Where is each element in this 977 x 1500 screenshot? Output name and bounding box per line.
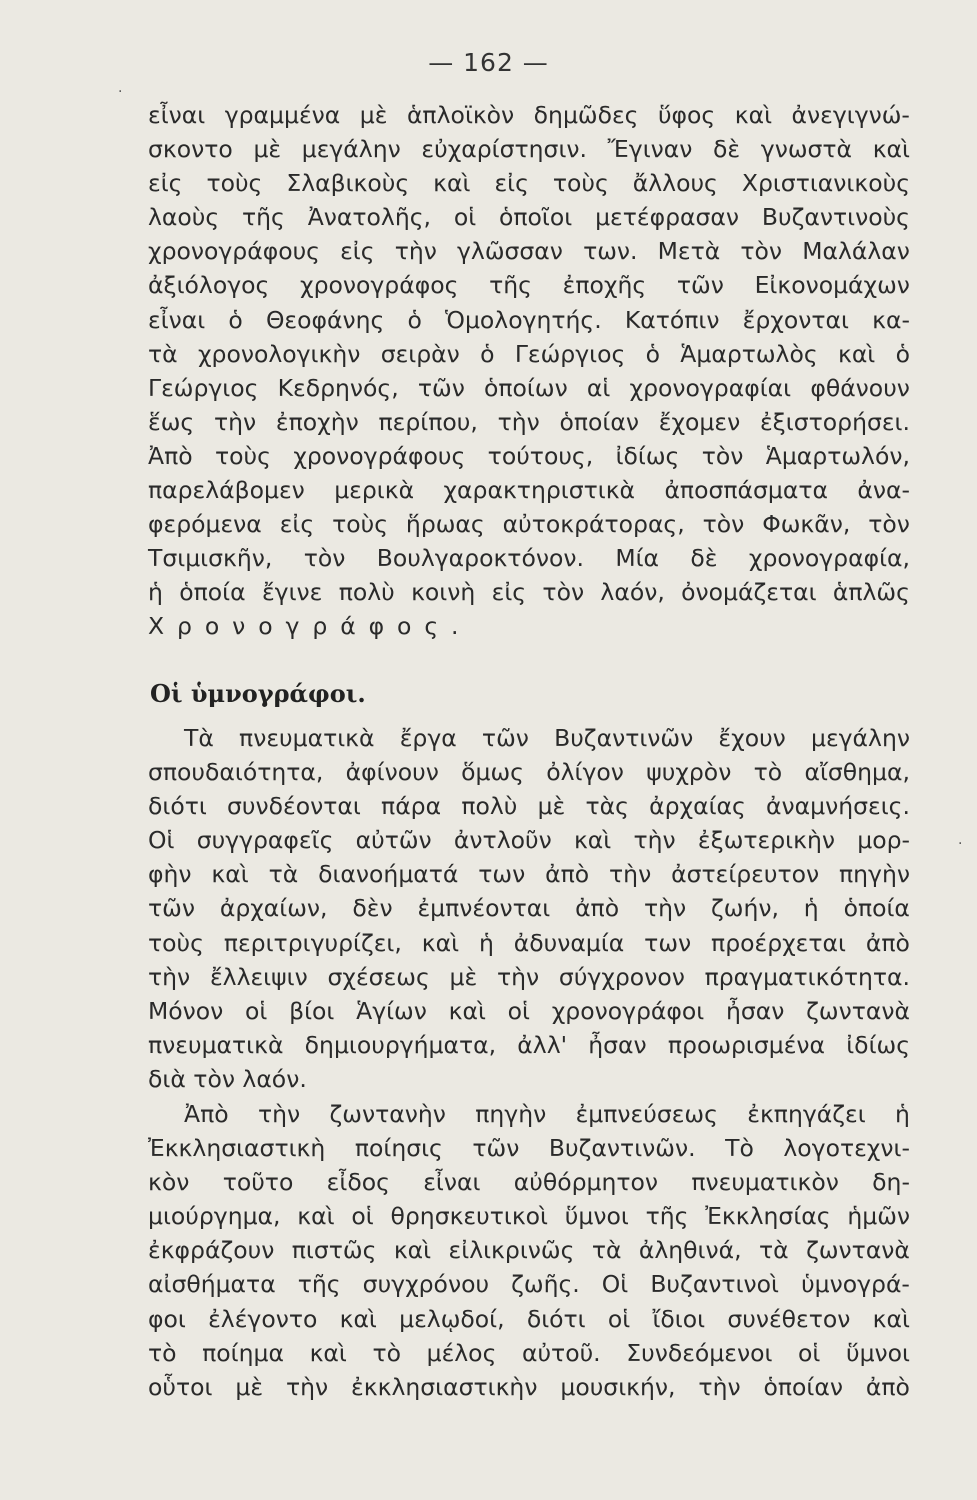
text-line: Ἀπὸ τοὺς χρονογράφους τούτους, ἰδίως τὸν Ἁμαρτωλόν, xyxy=(148,441,910,470)
text-line: φὴν καὶ τὰ διανοήματά των ἀπὸ τὴν ἀστείρευτον πηγὴν xyxy=(148,860,910,889)
text-line: ἐκφράζουν πιστῶς καὶ εἰλικρινῶς τὰ ἀληθινά, τὰ ζωντανὰ xyxy=(148,1236,910,1265)
dust-speck: · xyxy=(118,84,123,100)
text-line: αἰσθήματα τῆς συγχρόνου ζωῆς. Οἱ Βυζαντινοὶ ὑμνογρά- xyxy=(148,1270,910,1299)
text-line: εἰς τοὺς Σλαβικοὺς καὶ εἰς τοὺς ἄλλους Χριστιανικοὺς xyxy=(148,169,910,198)
text-line: φερόμενα εἰς τοὺς ἥρωας αὐτοκράτορας, τὸν Φωκᾶν, τὸν xyxy=(148,510,910,539)
text-line: ἕως τὴν ἐποχὴν περίπου, τὴν ὁποίαν ἔχομεν ἐξιστορήσει. xyxy=(148,407,910,436)
text-line: σπουδαιότητα, ἀφίνουν ὅμως ὀλίγον ψυχρὸν τὸ αἴσθημα, xyxy=(148,758,910,787)
text-line: ἀξιόλογος χρονογράφος τῆς ἐποχῆς τῶν Εἰκονομάχων xyxy=(148,271,910,300)
text-line: Τσιμισκῆν, τὸν Βουλγαροκτόνον. Μία δὲ χρονογραφία, xyxy=(148,544,910,573)
page-number: — 162 — xyxy=(428,48,549,77)
text-line: Ἀπὸ τὴν ζωντανὴν πηγὴν ἐμπνεύσεως ἐκπηγάζει ἡ xyxy=(184,1100,910,1128)
text-line: οὗτοι μὲ τὴν ἐκκλησιαστικὴν μουσικήν, τὴν ὁποίαν ἀπὸ xyxy=(148,1372,910,1401)
text-line: Μόνον οἱ βίοι Ἁγίων καὶ οἱ χρονογράφοι ἦσαν ζωντανὰ xyxy=(148,996,910,1025)
text-line: τοὺς περιτριγυρίζει, καὶ ἡ ἀδυναμία των προέρχεται ἀπὸ xyxy=(148,928,910,957)
text-line: ἡ ὁποία ἔγινε πολὺ κοινὴ εἰς τὸν λαόν, ὀνομάζεται ἁπλῶς xyxy=(148,578,910,607)
text-line: διότι συνδέονται πάρα πολὺ μὲ τὰς ἀρχαίας ἀναμνήσεις. xyxy=(148,792,910,821)
text-line: Οἱ συγγραφεῖς αὐτῶν ἀντλοῦν καὶ τὴν ἐξωτερικὴν μορ- xyxy=(148,826,910,855)
text-line: παρελάβομεν μερικὰ χαρακτηριστικὰ ἀποσπάσματα ἀνα- xyxy=(148,476,910,505)
paragraph-chronographers xyxy=(148,98,910,644)
text-line: τῶν ἀρχαίων, δὲν ἐμπνέονται ἀπὸ τὴν ζωήν, ἡ ὁποία xyxy=(148,894,910,923)
text-line: τὸ ποίημα καὶ τὸ μέλος αὐτοῦ. Συνδεόμενοι οἱ ὕμνοι xyxy=(148,1338,910,1367)
text-line: τὴν ἔλλειψιν σχέσεως μὲ τὴν σύγχρονον πραγματικότητα. xyxy=(148,962,910,991)
paragraph-spiritual-works xyxy=(148,721,910,1096)
text-line: Γεώργιος Κεδρηνός, τῶν ὁποίων αἱ χρονογραφίαι φθάνουν xyxy=(148,373,910,402)
text-line: εἶναι γραμμένα μὲ ἁπλοϊκὸν δημῶδες ὕφος καὶ ἀνεγιγνώ- xyxy=(148,101,910,129)
text-line: λαοὺς τῆς Ἀνατολῆς, οἱ ὁποῖοι μετέφρασαν Βυζαντινοὺς xyxy=(148,203,910,232)
paragraph-hymnographers xyxy=(148,1097,910,1404)
text-line-last: Χρονογράφος. xyxy=(148,612,472,641)
text-line: εἶναι ὁ Θεοφάνης ὁ Ὁμολογητής. Κατόπιν ἔρχονται κα- xyxy=(148,305,910,334)
text-line: χρονογράφους εἰς τὴν γλῶσσαν των. Μετὰ τὸν Μαλάλαν xyxy=(148,237,910,266)
text-line: σκοντο μὲ μεγάλην εὐχαρίστησιν. Ἔγιναν δὲ γνωστὰ καὶ xyxy=(148,135,910,164)
text-line: κὸν τοῦτο εἶδος εἶναι αὐθόρμητον πνευματικὸν δη- xyxy=(148,1168,910,1197)
text-line: μιούργημα, καὶ οἱ θρησκευτικοὶ ὕμνοι τῆς Ἐκκλησίας ἡμῶν xyxy=(148,1202,910,1231)
text-line: τὰ χρονολογικὴν σειρὰν ὁ Γεώργιος ὁ Ἁμαρτωλὸς καὶ ὁ xyxy=(148,339,910,368)
text-line: Τὰ πνευματικὰ ἔργα τῶν Βυζαντινῶν ἔχουν μεγάλην xyxy=(184,724,910,752)
section-heading: Οἱ ὑμνογράφοι. xyxy=(150,679,366,708)
text-line: φοι ἐλέγοντο καὶ μελῳδοί, διότι οἱ ἴδιοι συνέθετον καὶ xyxy=(148,1304,910,1333)
text-line-last: διὰ τὸν λαόν. xyxy=(148,1064,307,1093)
text-line: Ἐκκλησιαστικὴ ποίησις τῶν Βυζαντινῶν. Τὸ λογοτεχνι- xyxy=(148,1134,910,1163)
dust-speck: · xyxy=(958,836,963,852)
text-line: πνευματικὰ δημιουργήματα, ἀλλ' ἦσαν προωρισμένα ἰδίως xyxy=(148,1030,910,1059)
